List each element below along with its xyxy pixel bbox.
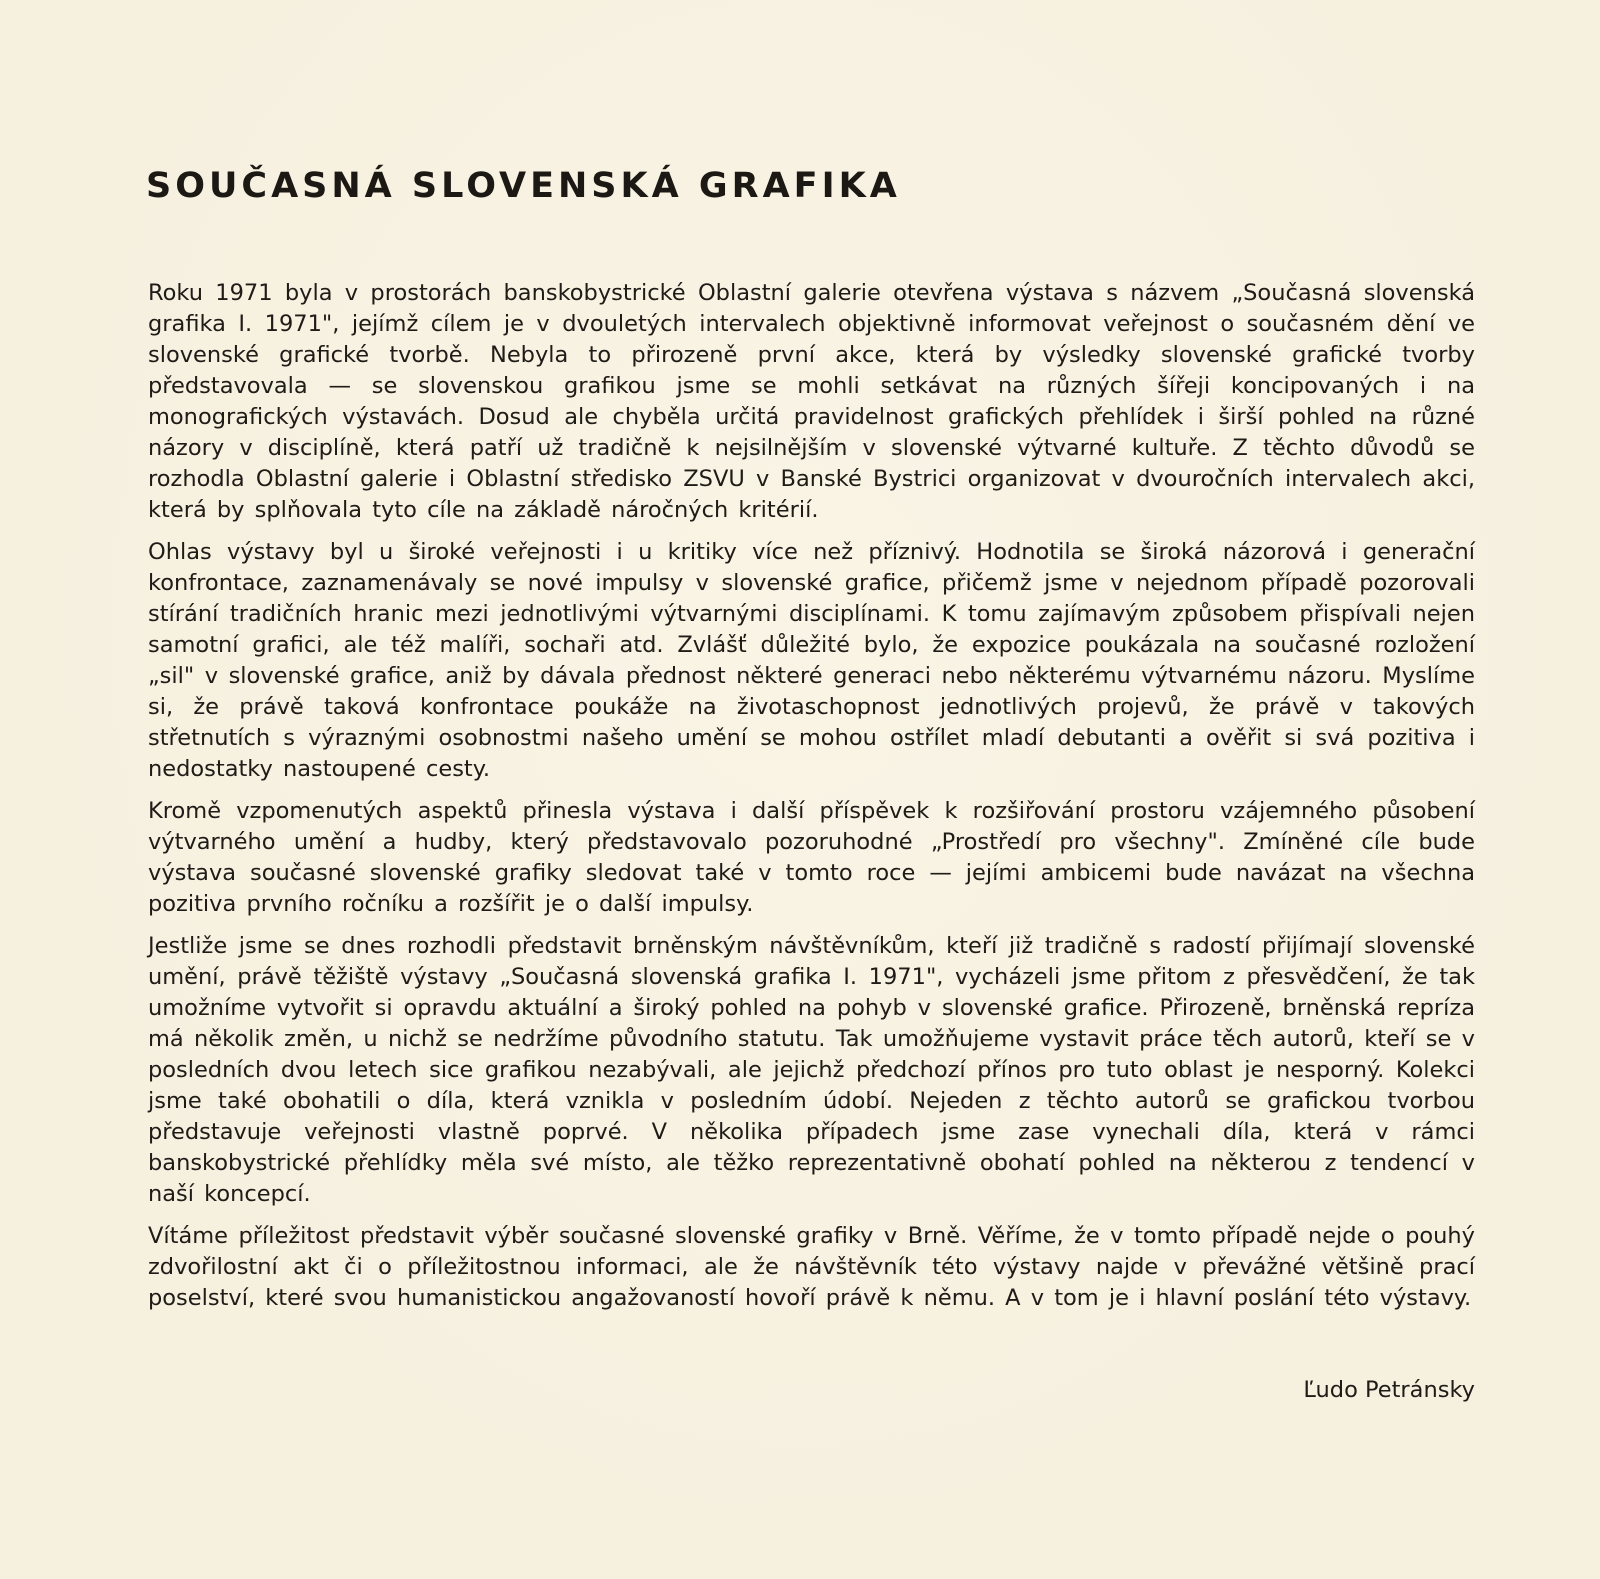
document-body (148, 278, 1475, 1325)
paragraph: Kromě vzpomenutých aspektů přinesla výstava i další příspěvek k rozšiřování prostoru vzájemného působení výtvarného umění a hudby, který představovalo pozoruhodné „Prostředí pro všechny". Zmíněné cíle bude výstava současné slovenské grafiky sledovat také v tomto roce — jejími ambicemi bude navázat na všechna pozitiva prvního ročníku a rozšířit je o další impulsy. (148, 798, 1475, 917)
paragraph: Jestliže jsme se dnes rozhodli představit brněnským návštěvníkům, kteří již tradičně s radostí přijímají slovenské umění, právě těžiště výstavy „Současná slovenská grafika I. 1971", vycházeli jsme přitom z přesvědčení, že tak umožníme vytvořit si opravdu aktuální a široký pohled na pohyb v slovenské grafice. Přirozeně, brněnská repríza má několik změn, u nichž se nedržíme původního statutu. Tak umožňujeme vystavit práce těch autorů, kteří se v posledních dvou letech sice grafikou nezabývali, ale jejichž předchozí přínos pro tuto oblast je nesporný. Kolekci jsme také obohatili o díla, která vznikla v posledním údobí. Nejeden z těchto autorů se grafickou tvorbou představuje veřejnosti vlastně poprvé. V několika případech jsme zase vynechali díla, která v rámci banskobystrické přehlídky měla své místo, ale těžko reprezentativně obohatí pohled na některou z tendencí v naší koncepcí. (148, 933, 1475, 1207)
paragraph: Vítáme příležitost představit výběr současné slovenské grafiky v Brně. Věříme, že v tomto případě nejde o pouhý zdvořilostní akt či o příležitostnou informaci, ale že návštěvník této výstavy najde v převážné většině prací poselství, které svou humanistickou angažovaností hovoří právě k němu. A v tom je i hlavní poslání této výstavy. (148, 1223, 1475, 1311)
paragraph: Roku 1971 byla v prostorách banskobystrické Oblastní galerie otevřena výstava s názvem „Současná slovenská grafika I. 1971", jejímž cílem je v dvouletých intervalech objektivně informovat veřejnost o současném dění ve slovenské grafické tvorbě. Nebyla to přirozeně první akce, která by výsledky slovenské grafické tvorby představovala — se slovenskou grafikou jsme se mohli setkávat na různých šířeji koncipovaných i na monografických výstavách. Dosud ale chyběla určitá pravidelnost grafických přehlídek i širší pohled na různé názory v disciplíně, která patří už tradičně k nejsilnějším v slovenské výtvarné kultuře. Z těchto důvodů se rozhodla Oblastní galerie i Oblastní středisko ZSVU v Banské Bystrici organizovat v dvouročních intervalech akci, která by splňovala tyto cíle na základě náročných kritérií. (148, 280, 1475, 523)
author-signature: Ľudo Petránsky (1303, 1377, 1475, 1403)
document-title: SOUČASNÁ SLOVENSKÁ GRAFIKA (146, 166, 901, 206)
paragraph: Ohlas výstavy byl u široké veřejnosti i u kritiky více než příznivý. Hodnotila se široká názorová i generační konfrontace, zaznamenávaly se nové impulsy v slovenské grafice, přičemž jsme v nejednom případě pozorovali stírání tradičních hranic mezi jednotlivými výtvarnými disciplínami. K tomu zajímavým způsobem přispívali nejen samotní grafici, ale též malíři, sochaři atd. Zvlášť důležité bylo, že expozice poukázala na současné rozložení „sil" v slovenské grafice, aniž by dávala přednost některé generaci nebo některému výtvarnému názoru. Myslíme si, že právě taková konfrontace poukáže na životaschopnost jednotlivých projevů, že právě v takových střetnutích s výraznými osobnostmi našeho umění se mohou ostřílet mladí debutanti a ověřit si svá pozitiva i nedostatky nastoupené cesty. (148, 539, 1475, 782)
